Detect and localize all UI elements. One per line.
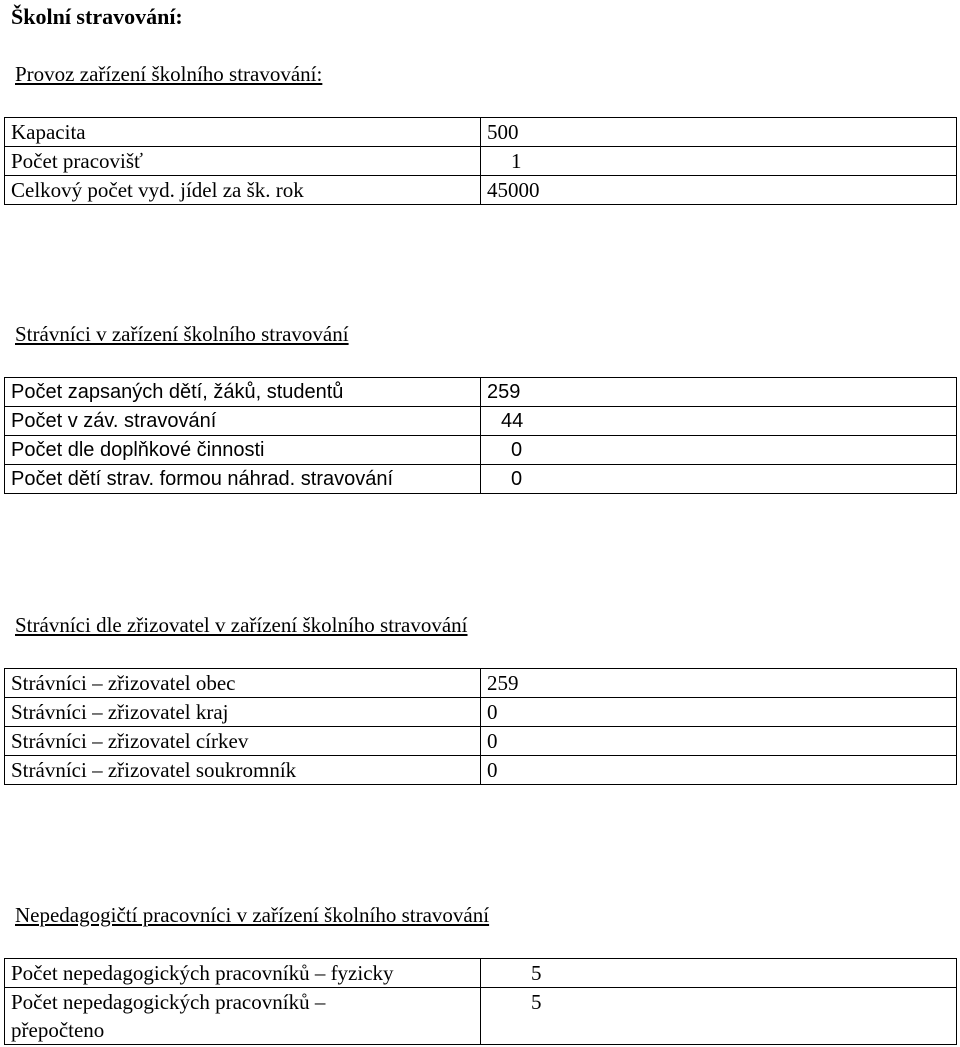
row-value: 0 bbox=[481, 465, 957, 494]
row-label: Počet pracovišť bbox=[5, 147, 481, 176]
row-value: 44 bbox=[481, 407, 957, 436]
row-label: Počet nepedagogických pracovníků – fyzicky bbox=[5, 959, 481, 988]
row-label: Kapacita bbox=[5, 118, 481, 147]
row-value: 0 bbox=[481, 727, 957, 756]
section-heading-zrizovatel: Strávníci dle zřizovatel v zařízení školního stravování bbox=[15, 613, 468, 637]
table-provoz bbox=[4, 117, 957, 205]
row-value: 259 bbox=[481, 669, 957, 698]
row-label: Celkový počet vyd. jídel za šk. rok bbox=[5, 176, 481, 205]
row-label: Počet zapsaných dětí, žáků, studentů bbox=[5, 378, 481, 407]
table-nepedagogicti bbox=[4, 958, 957, 1045]
section-heading-provoz: Provoz zařízení školního stravování: bbox=[15, 62, 323, 86]
table-row bbox=[5, 727, 957, 756]
row-value: 45000 bbox=[481, 176, 957, 205]
row-label: Strávníci – zřizovatel kraj bbox=[5, 698, 481, 727]
table-stravnici bbox=[4, 377, 957, 494]
table-row bbox=[5, 378, 957, 407]
row-value: 259 bbox=[481, 378, 957, 407]
table-zrizovatel bbox=[4, 668, 957, 785]
table-row bbox=[5, 988, 957, 1045]
row-value: 5 bbox=[481, 988, 957, 1045]
row-label bbox=[5, 988, 481, 1045]
table-row bbox=[5, 147, 957, 176]
row-label: Strávníci – zřizovatel církev bbox=[5, 727, 481, 756]
table-row bbox=[5, 436, 957, 465]
page-title: Školní stravování: bbox=[11, 4, 183, 29]
section-heading-nepedagogicti: Nepedagogičtí pracovníci v zařízení školního stravování bbox=[15, 903, 490, 927]
row-label: Strávníci – zřizovatel soukromník bbox=[5, 756, 481, 785]
row-label: Počet v záv. stravování bbox=[5, 407, 481, 436]
table-row bbox=[5, 959, 957, 988]
row-value: 1 bbox=[481, 147, 957, 176]
table-row bbox=[5, 118, 957, 147]
table-row bbox=[5, 407, 957, 436]
row-value: 0 bbox=[481, 436, 957, 465]
table-row bbox=[5, 756, 957, 785]
table-row bbox=[5, 669, 957, 698]
row-value: 500 bbox=[481, 118, 957, 147]
row-label: Počet dle doplňkové činnosti bbox=[5, 436, 481, 465]
table-row bbox=[5, 465, 957, 494]
section-heading-stravnici: Strávníci v zařízení školního stravování bbox=[15, 322, 349, 346]
row-value: 5 bbox=[481, 959, 957, 988]
row-value: 0 bbox=[481, 756, 957, 785]
row-label: Počet dětí strav. formou náhrad. stravování bbox=[5, 465, 481, 494]
row-label: Strávníci – zřizovatel obec bbox=[5, 669, 481, 698]
row-value: 0 bbox=[481, 698, 957, 727]
row-label-text: Počet nepedagogických pracovníků – přepočteno bbox=[11, 990, 326, 1042]
table-row bbox=[5, 698, 957, 727]
table-row bbox=[5, 176, 957, 205]
